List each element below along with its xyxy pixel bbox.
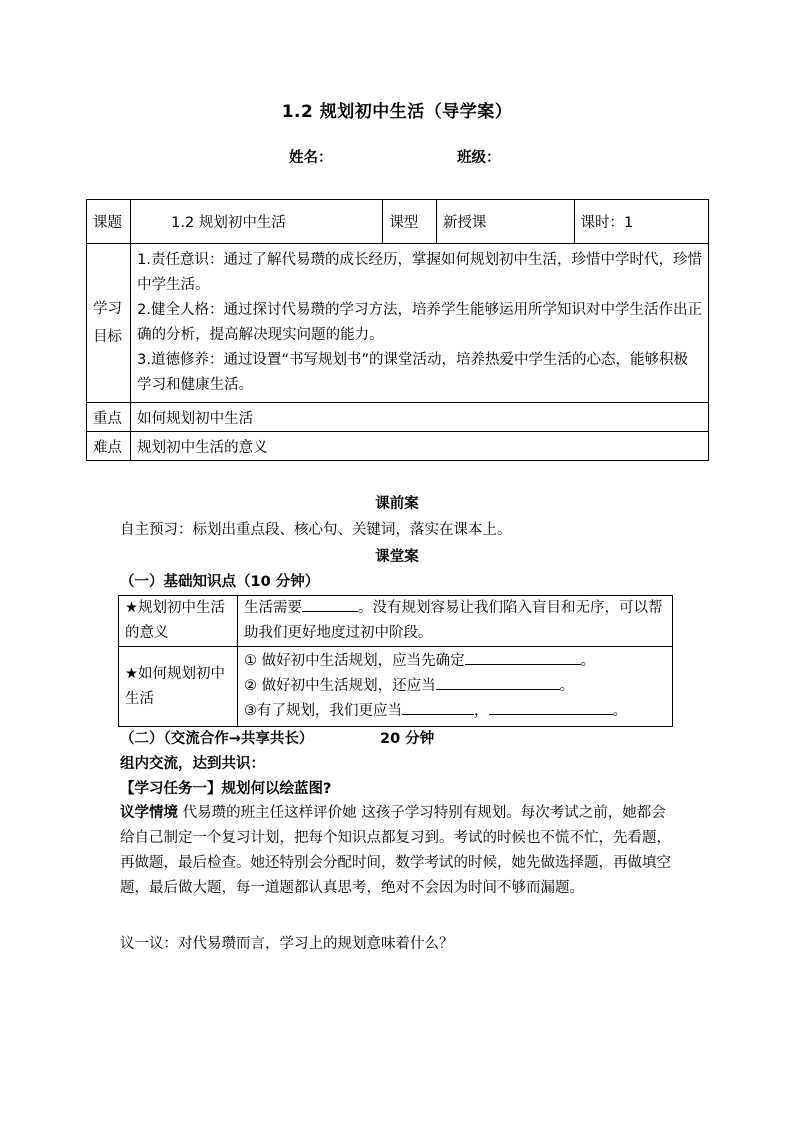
type-value: 新授课 [436,200,574,244]
discuss-question: 议一议：对代易瓒而言，学习上的规划意味着什么？ [120,936,454,952]
difficulty-value: 规划初中生活的意义 [131,432,709,461]
topic-value: 1.2 规划初中生活 [131,200,383,244]
difficulty-label: 难点 [87,432,131,461]
page-title: 1.2 规划初中生活（导学案） [281,102,513,122]
task1-heading: 【学习任务一】规划何以绘蓝图? [120,781,332,797]
howto-item: ① 做好初中生活规划，应当先确定 。 [244,649,666,674]
howto-item: ② 做好初中生活规划，还应当 。 [244,674,666,699]
fill-blank[interactable] [402,700,474,715]
goal-item: 2.健全人格：通过探讨代易瓒的学习方法，培养学生能够运用所学知识对中学生活作出正确的分析，提高解决现实问题的能力。 [137,302,703,343]
section1-heading: （一）基础知识点（10 分钟） [120,574,320,590]
meaning-label: ★规划初中生活的意义 [119,596,238,647]
pre-class-text: 自主预习：标划出重点段、核心句、关键词，落实在课本上。 [120,522,512,538]
hours: 课时：1 [574,200,709,244]
situation-label: 议学情境 [120,805,178,821]
goal-item: 1.责任意识：通过了解代易瓒的成长经历，掌握如何规划初中生活，珍惜中学时代，珍惜中学生活。 [137,252,703,293]
goals-label: 学习 目标 [87,244,131,403]
type-label: 课型 [383,200,437,244]
fill-blank[interactable] [302,597,358,612]
lesson-info-table [86,199,709,461]
section2-duration: 20 分钟 [380,731,435,747]
class-label: 班级： [457,150,501,166]
group-line: 组内交流，达到共识： [120,756,265,772]
situation-paragraph: 议学情境 代易瓒的班主任这样评价她 这孩子学习特别有规划。每次考试之前，她都会给自己制定一个复习计划，把每个知识点都复习到。考试的时候也不慌不忙，先看题，再做题，最后检查。她还特别会分配时间，数学考试的时候，她先做选择题，再做填空题，最后做大题，每一道题都认真思考，绝对不会因为时间不够而漏题。 [120,805,671,896]
fill-blank[interactable] [489,700,613,715]
goal-item: 3.道德修养：通过设置“书写规划书”的课堂活动，培养热爱中学生活的心态，能够积极学习和健康生活。 [137,352,689,393]
howto-label: ★如何规划初中生活 [119,647,238,727]
goals-cell [131,244,709,403]
howto-items [238,647,673,727]
in-class-heading: 课堂案 [375,549,419,565]
key-value: 如何规划初中生活 [131,403,709,432]
topic-label: 课题 [87,200,131,244]
pre-class-heading: 课前案 [375,496,419,512]
fill-blank[interactable] [436,675,560,690]
key-label: 重点 [87,403,131,432]
name-label: 姓名： [289,150,333,166]
howto-item: ③有了规划，我们更应当 ， 。 [244,699,666,724]
knowledge-table [118,595,673,727]
section2-heading: （二）（交流合作→共享共长） [120,731,314,747]
meaning-text: 生活需要 。没有规划容易让我们陷入盲目和无序，可以帮助我们更好地度过初中阶段。 [238,596,673,647]
fill-blank[interactable] [465,650,581,665]
